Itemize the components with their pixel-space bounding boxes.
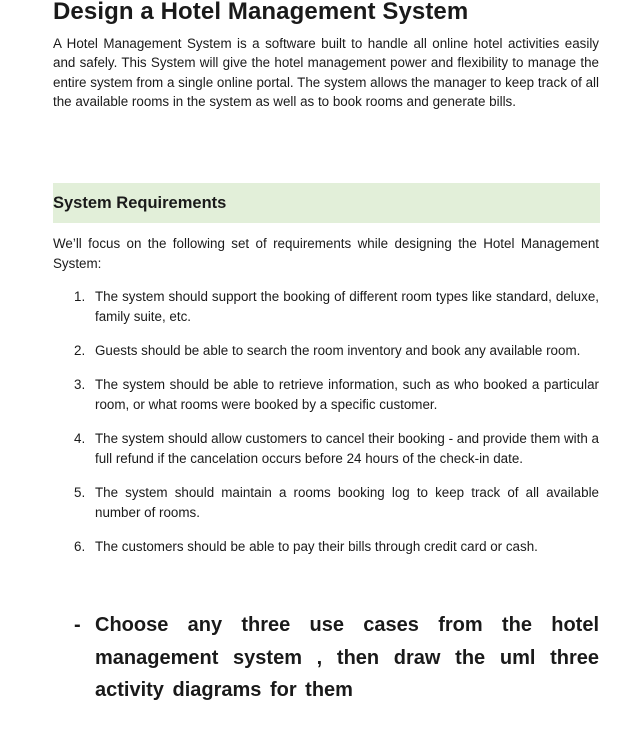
- section-heading-band: [53, 183, 600, 223]
- page-title: Design a Hotel Management System: [53, 0, 469, 25]
- requirement-text: The system should support the booking of different room types like standard, deluxe, family suite, etc.: [95, 289, 599, 324]
- requirement-item: [0, 287, 599, 327]
- list-number: 2.: [74, 343, 86, 358]
- requirement-text: The system should allow customers to cancel their booking - and provide them with a full refund if the cancelation occurs before 24 hours of the check-in date.: [95, 431, 599, 466]
- list-number: 5.: [74, 485, 86, 500]
- task-text: Choose any three use cases from the hotel management system , then draw the uml three activity diagrams for them: [95, 614, 599, 701]
- requirement-item: [0, 483, 599, 523]
- list-number: 3.: [74, 377, 86, 392]
- requirement-item: [0, 537, 599, 557]
- requirement-text: Guests should be able to search the room inventory and book any available room.: [95, 343, 581, 358]
- task-bullet: -: [74, 614, 81, 636]
- section-heading: System Requirements: [53, 194, 227, 212]
- requirement-text: The system should maintain a rooms booking log to keep track of all available number of rooms.: [95, 485, 599, 520]
- list-number: 4.: [74, 431, 86, 446]
- requirement-item: [0, 375, 599, 415]
- list-number: 1.: [74, 289, 86, 304]
- requirement-text: The system should be able to retrieve information, such as who booked a particular room, or what rooms were booked by a specific customer.: [95, 377, 599, 412]
- requirements-list: [0, 287, 625, 571]
- requirement-item: [0, 429, 599, 469]
- list-number: 6.: [74, 539, 86, 554]
- requirement-item: [0, 341, 599, 361]
- requirements-lead: We’ll focus on the following set of requirements while designing the Hotel Management System:: [53, 236, 599, 271]
- intro-paragraph: A Hotel Management System is a software built to handle all online hotel activities easily and safely. This System will give the hotel management power and flexibility to manage the entire system from a single online portal. The system allows the manager to keep track of all the available rooms in the system as well as to book rooms and generate bills.: [53, 36, 599, 110]
- requirement-text: The customers should be able to pay their bills through credit card or cash.: [95, 539, 538, 554]
